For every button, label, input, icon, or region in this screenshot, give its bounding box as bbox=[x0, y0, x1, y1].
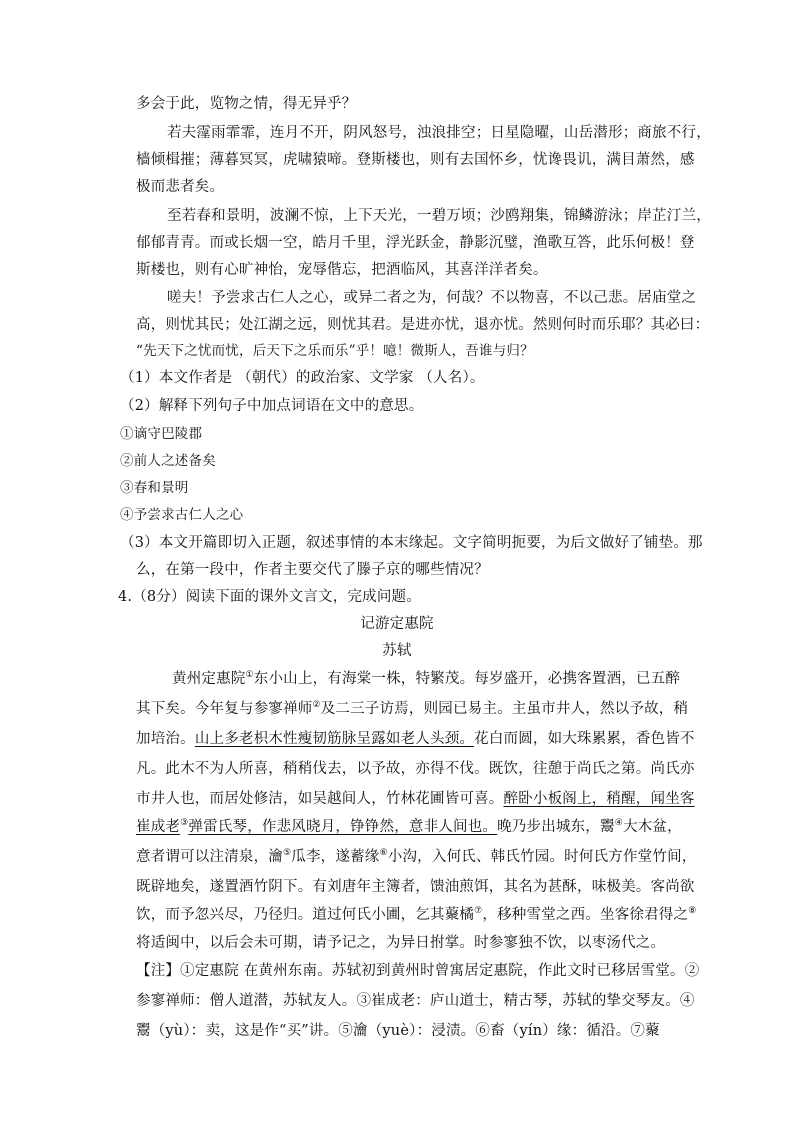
footnote-marker: ④ bbox=[614, 818, 623, 829]
passage1-paragraph4-line2: 高，则忧其民；处江湖之远，则忧其君。是进亦忧，退亦忧。然则何时而乐耶？其必曰： bbox=[136, 317, 710, 333]
passage1-paragraph4-line3: “先天下之忧而忧，后天下之乐而乐”乎！噫！微斯人，吾谁与归？ bbox=[136, 343, 534, 359]
passage2-line5 bbox=[136, 789, 695, 809]
underlined-sentence: 山上多老枳木性瘦韧筋脉呈露如老人头颈。 bbox=[194, 731, 475, 747]
passage1-paragraph2-line1: 若夫霪雨霏霏，连月不开，阴风怒号，浊浪排空；日星隐曜，山岳潜形；商旅不行， bbox=[167, 125, 711, 141]
footnote-marker: ② bbox=[312, 700, 321, 711]
question-2-item-d: ④予尝求古仁人之心 bbox=[120, 507, 244, 523]
passage1-paragraph4-line1: 嗟夫！予尝求古仁人之心，或异二者之为，何哉？不以物喜，不以己悲。居庙堂之 bbox=[167, 290, 697, 306]
passage2-author: 苏轼 bbox=[382, 643, 412, 659]
underlined-sentence: 崔成老 bbox=[136, 819, 181, 835]
text-segment: 其下矣。今年复与参寥禅师 bbox=[136, 701, 313, 717]
text-segment: 东小山上，有海棠一株，特繁茂。每岁盛开，必携客置酒，已五醉 bbox=[253, 671, 681, 687]
question-4-intro: 4.（8分）阅读下面的课外文言文，完成问题。 bbox=[118, 589, 421, 605]
footnote-marker: ⑤ bbox=[283, 848, 292, 859]
passage2-line9 bbox=[136, 905, 696, 925]
passage2-line10: 将适闽中，以后会未可期，请予记之，为异日拊掌。时参寥独不饮，以枣汤代之。 bbox=[136, 935, 666, 951]
text-segment: ，移种雪堂之西。坐客徐君得之 bbox=[482, 907, 689, 923]
footnote-marker: ⑦ bbox=[474, 906, 483, 917]
passage2-line1 bbox=[172, 669, 680, 689]
passage1-line: 多会于此，览物之情，得无异乎？ bbox=[136, 96, 357, 112]
text-segment: 意者谓可以注清泉，瀹 bbox=[136, 849, 283, 865]
underlined-sentence: 弹雷氏琴，作悲风晓月，铮铮然，意非人间也。 bbox=[188, 819, 498, 835]
passage2-line8: 既辟地矣，遂置酒竹阴下。有刘唐年主簿者，馈油煎饵，其名为甚酥，味极美。客尚欲 bbox=[136, 879, 695, 895]
passage1-paragraph2-line3: 极而悲者矣。 bbox=[136, 179, 225, 195]
passage2-line7 bbox=[136, 847, 696, 867]
question-1: （1）本文作者是 （朝代）的政治家、文学家 （人名）。 bbox=[120, 370, 485, 386]
text-segment: 大木盆， bbox=[622, 819, 682, 835]
notes-line1: 【注】①定惠院 在黄州东南。苏轼初到黄州时曾寓居定惠院，作此文时已移居雪堂。② bbox=[136, 963, 700, 979]
passage1-paragraph3-line2: 郁郁青青。而或长烟一空，皓月千里，浮光跃金，静影沉璧，渔歌互答，此乐何极！登 bbox=[136, 235, 695, 251]
text-segment: 加培治。 bbox=[136, 731, 195, 747]
notes-line3: 鬻（yù）：卖，这是作“买”讲。⑤瀹（yuè）：浸渍。⑥畜（yín）缘：循沿。⑦藂 bbox=[136, 1023, 660, 1039]
passage2-line2 bbox=[136, 699, 688, 719]
question-3-line1: （3）本文开篇即切入正题，叙述事情的本末缘起。文字简明扼要，为后文做好了铺垫。那 bbox=[120, 535, 703, 551]
text-segment: 瓜李，遂蓄缘 bbox=[291, 849, 380, 865]
footnote-marker: ⑥ bbox=[379, 848, 388, 859]
passage2-title: 记游定惠院 bbox=[360, 616, 434, 632]
question-2-item-b: ②前人之述备矣 bbox=[120, 453, 216, 469]
text-segment: 花白而圆，如大珠累累，香色皆不 bbox=[474, 731, 695, 747]
text-segment: 晚乃步出城东，鬻 bbox=[497, 819, 615, 835]
footnote-marker: ⑧ bbox=[688, 906, 697, 917]
question-2-item-c: ③春和景明 bbox=[120, 480, 189, 496]
text-segment: 小沟，入何氏、韩氏竹园。时何氏方作堂竹间， bbox=[387, 849, 697, 865]
text-segment: 及二三子访焉，则园已易主。主虽市井人，然以予故，稍 bbox=[320, 701, 689, 717]
notes-line2: 参寥禅师：僧人道潜，苏轼友人。③崔成老：庐山道士，精古琴，苏轼的挚交琴友。④ bbox=[136, 993, 695, 1009]
text-segment: 市井人也，而居处修洁，如吴越间人，竹林花圃皆可喜。 bbox=[136, 791, 504, 807]
text-segment: 饮，而予忽兴尽，乃径归。道过何氏小圃，乞其藂橘 bbox=[136, 907, 475, 923]
passage1-paragraph3-line3: 斯楼也，则有心旷神怡，宠辱偕忘，把酒临风，其喜洋洋者矣。 bbox=[136, 262, 548, 278]
passage2-line4: 凡。此木不为人所喜，稍稍伐去，以予故，亦得不伐。既饮，往憩于尚氏之第。尚氏亦 bbox=[136, 761, 695, 777]
footnote-marker: ① bbox=[245, 670, 254, 681]
question-2: （2）解释下列句子中加点词语在文中的意思。 bbox=[120, 398, 424, 414]
underlined-sentence: 醉卧小板阁上，稍醒，闻坐客 bbox=[503, 791, 695, 807]
text-segment: 黄州定惠院 bbox=[172, 671, 246, 687]
passage1-paragraph3-line1: 至若春和景明，波澜不惊，上下天光，一碧万顷；沙鸥翔集，锦鳞游泳；岸芷汀兰， bbox=[167, 208, 711, 224]
passage2-line6 bbox=[136, 817, 682, 837]
passage2-line3 bbox=[136, 729, 695, 749]
question-2-item-a: ①谪守巴陵郡 bbox=[120, 426, 203, 442]
question-3-line2: 么，在第一段中，作者主要交代了滕子京的哪些情况？ bbox=[136, 562, 489, 578]
footnote-marker: ③ bbox=[180, 818, 189, 829]
passage1-paragraph2-line2: 樯倾楫摧；薄暮冥冥，虎啸猿啼。登斯楼也，则有去国怀乡，忧谗畏讥，满目萧然，感 bbox=[136, 152, 695, 168]
